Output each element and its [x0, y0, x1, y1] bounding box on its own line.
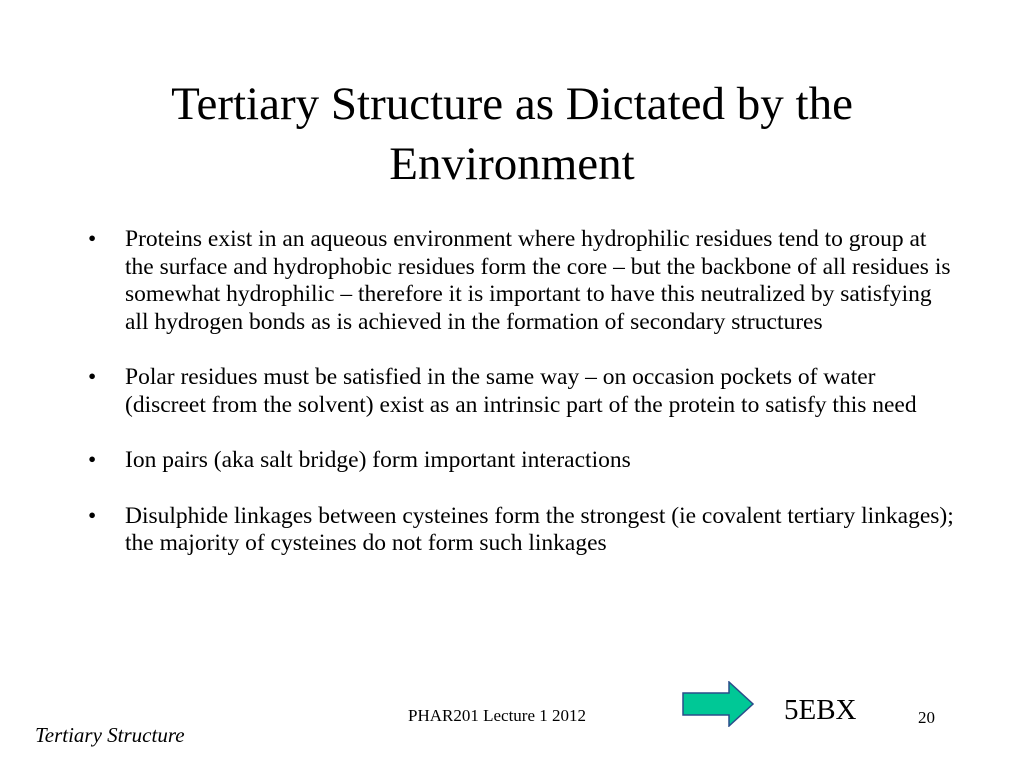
bullet-item [88, 503, 958, 558]
bullet-text: Polar residues must be satisfied in the same way – on occasion pockets of water (discreet from the solvent) exist as an intrinsic part of the protein to satisfy this need [125, 364, 917, 418]
bullet-item [88, 226, 958, 336]
bullet-marker: • [88, 502, 97, 529]
bullet-marker: • [88, 364, 97, 390]
bullet-item [88, 447, 958, 475]
footer-course: PHAR201 Lecture 1 2012 [408, 706, 587, 725]
bullet-marker: • [88, 226, 97, 252]
bullet-text: Disulphide linkages between cysteines form the strongest (ie covalent tertiary linkages); the majority of cysteines do not form such linkages [125, 502, 954, 556]
page-number: 20 [918, 708, 935, 727]
bullet-text: Proteins exist in an aqueous environment where hydrophilic residues tend to group at the surface and hydrophobic residues form the core – but the backbone of all residues is somewhat hydrophilic – therefore it is important to have this neutralized by satisfying all hydrogen bonds as is achieved in the formation of secondary structures [125, 226, 951, 335]
bullet-list [88, 226, 958, 586]
bullet-item [88, 364, 958, 419]
bullet-text: Ion pairs (aka salt bridge) form important interactions [125, 447, 631, 473]
footer-section-title: Tertiary Structure [35, 723, 185, 747]
slide-title: Tertiary Structure as Dictated by the Environment [171, 78, 853, 190]
right-arrow-shape [682, 681, 754, 727]
bullet-marker: • [88, 447, 97, 473]
structure-link-label[interactable]: 5EBX [784, 694, 857, 726]
right-arrow-icon[interactable] [682, 681, 754, 727]
